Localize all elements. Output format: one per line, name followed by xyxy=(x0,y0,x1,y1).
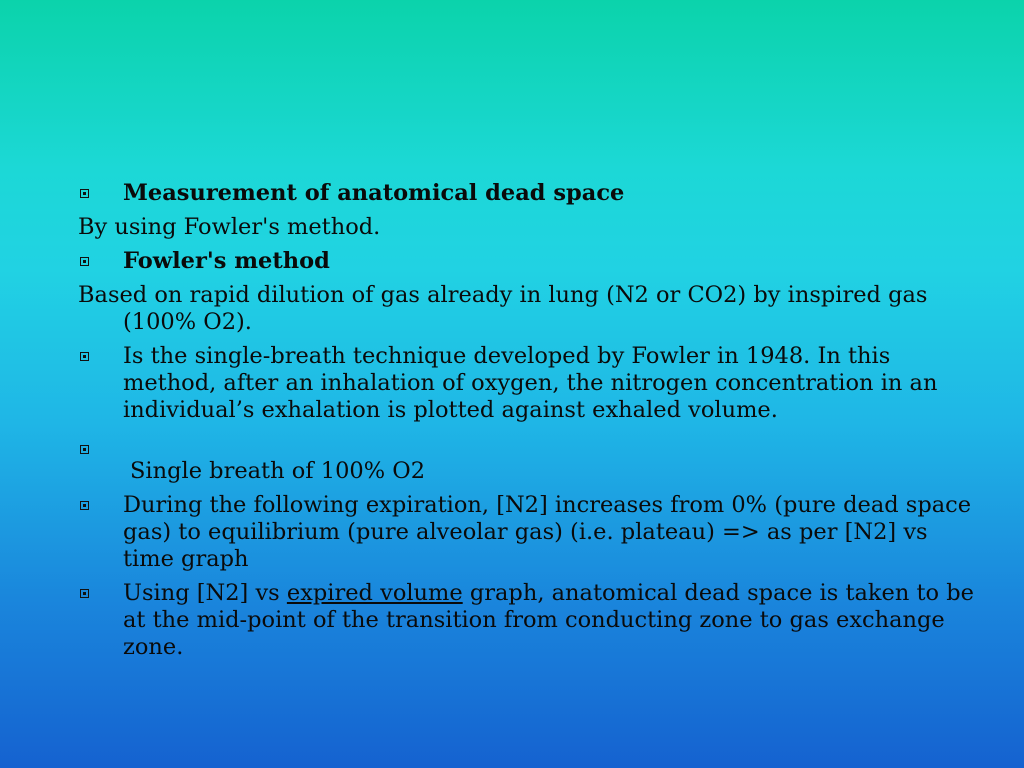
square-bullet-icon xyxy=(80,189,89,198)
square-bullet-icon xyxy=(80,257,89,266)
bullet-single-breath-technique xyxy=(78,343,978,424)
bullet-expired-volume xyxy=(78,580,978,661)
measurement-heading: Measurement of anatomical dead space xyxy=(123,180,625,206)
single-breath-technique-text: Is the single-breath technique developed by Fowler in 1948. In this method, after an inhalation of oxygen, the nitrogen concentration in an individual’s exhalation is plotted against exhaled volume. xyxy=(123,343,938,423)
fowler-heading: Fowler's method xyxy=(123,248,330,274)
single-breath-o2-line: Single breath of 100% O2 xyxy=(130,458,426,484)
expired-volume-pre: Using [N2] vs xyxy=(123,580,287,606)
square-bullet-icon xyxy=(80,589,89,598)
expired-volume-link[interactable]: expired volume xyxy=(286,580,463,606)
square-bullet-icon xyxy=(80,501,89,510)
slide-content xyxy=(78,180,978,661)
rapid-dilution-text: Based on rapid dilution of gas already in lung (N2 or CO2) by inspired gas (100% O2). xyxy=(78,282,928,335)
expiration-text: During the following expiration, [N2] increases from 0% (pure dead space gas) to equilibrium (pure alveolar gas) (i.e. plateau) => as per [N2] vs time graph xyxy=(123,492,972,572)
bullet-fowler-heading xyxy=(78,248,978,275)
bullet-empty xyxy=(78,436,978,452)
bullet-expiration xyxy=(78,492,978,573)
square-bullet-icon xyxy=(80,445,89,454)
fowler-method-line: By using Fowler's method. xyxy=(78,214,381,240)
expired-volume-post: graph, anatomical dead space is taken to be at the mid-point of the transition from conducting zone to gas exchange zone. xyxy=(123,580,974,660)
bullet-measurement-heading xyxy=(78,180,978,207)
square-bullet-icon xyxy=(80,352,89,361)
